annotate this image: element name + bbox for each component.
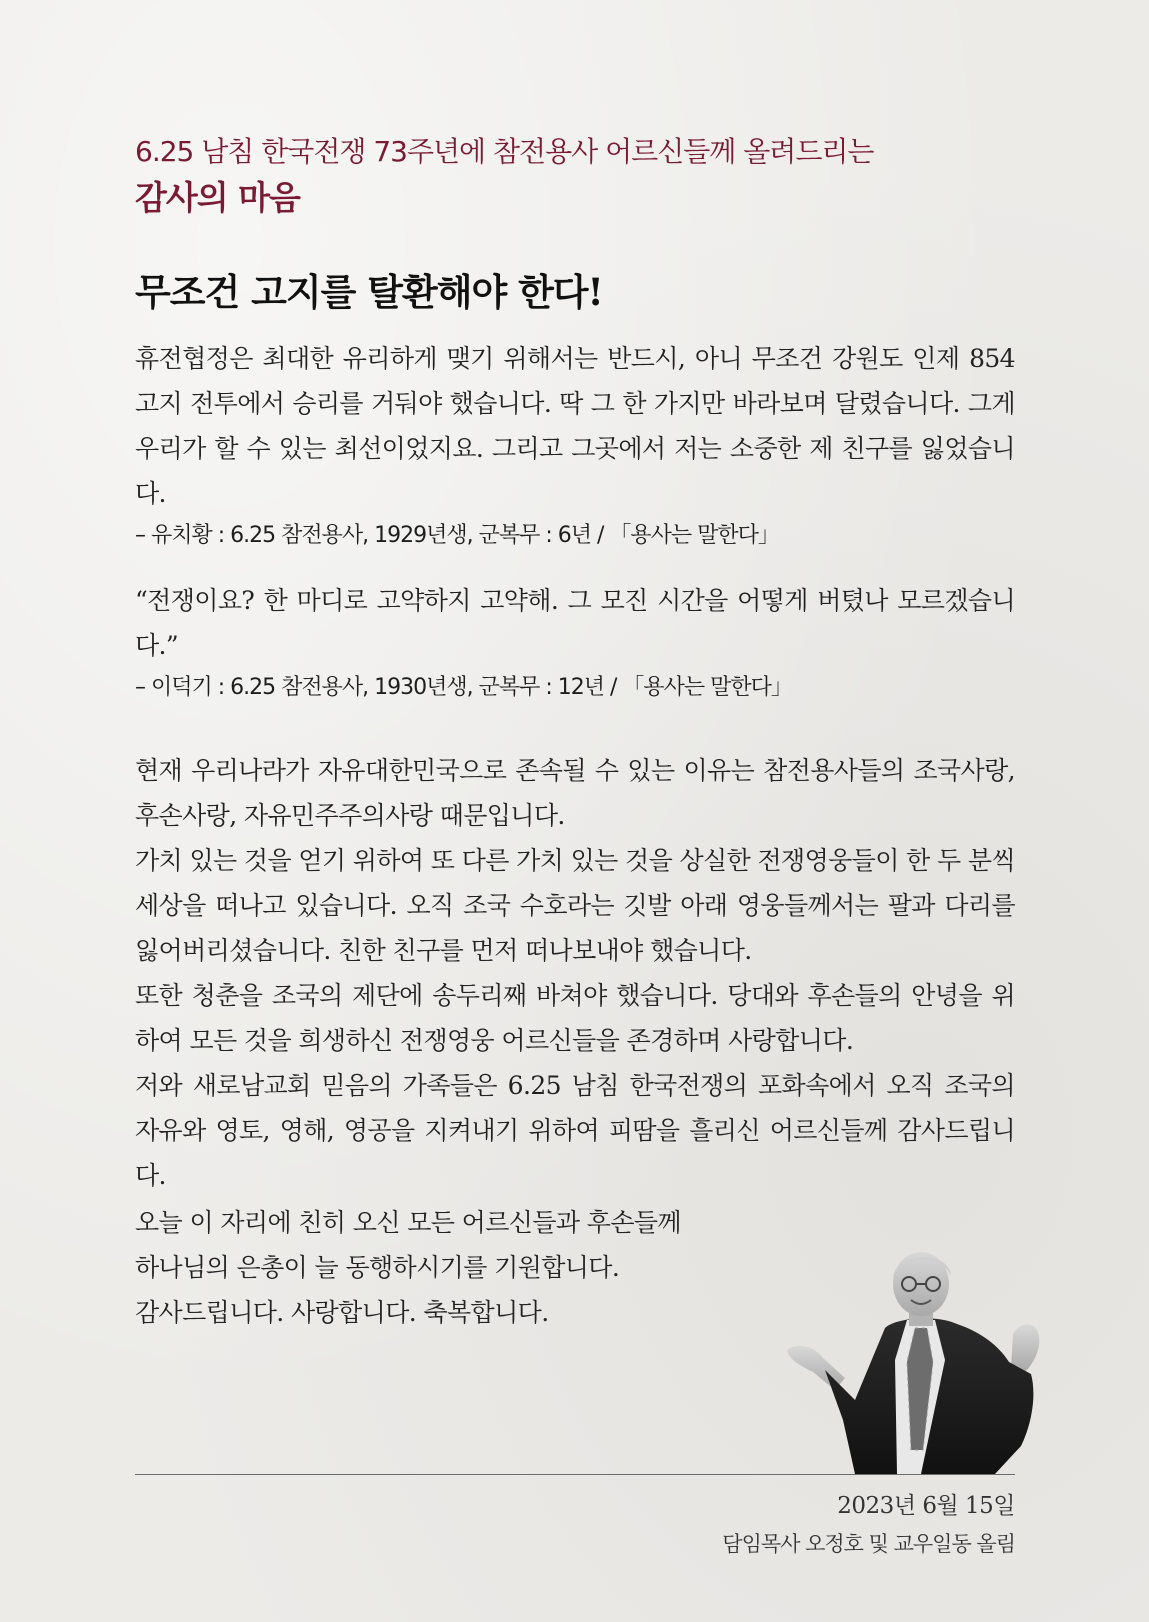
- body-paragraph: 현재 우리나라가 자유대한민국으로 존속될 수 있는 이유는 참전용사들의 조국사랑, 후손사랑, 자유민주주의사랑 때문입니다.: [135, 756, 1015, 830]
- veteran-quote-2: [135, 578, 1015, 708]
- quote-citation: – 유치황 : 6.25 참전용사, 1929년생, 군복무 : 6년 / 「용사는 말한다」: [135, 523, 779, 548]
- letter-subtitle: 6.25 남침 한국전쟁 73주년에 참전용사 어르신들께 올려드리는: [135, 135, 874, 168]
- body-paragraph: 가치 있는 것을 얻기 위하여 또 다른 가치 있는 것을 상실한 전쟁영웅들이 한 두 분씩 세상을 떠나고 있습니다. 오직 조국 수호라는 깃발 아래 영웅들께서는 팔과 다리를 잃어버리셨습니다. 친한 친구를 먼저 떠나보내야 했습니다.: [135, 846, 1016, 965]
- closing-line: 오늘 이 자리에 친히 오신 모든 어르신들과 후손들께: [135, 1208, 681, 1237]
- closing-line: 감사드립니다. 사랑합니다. 축복합니다.: [135, 1298, 549, 1327]
- body-paragraph: 저와 새로남교회 믿음의 가족들은 6.25 남침 한국전쟁의 포화속에서 오직 조국의 자유와 영토, 영해, 영공을 지켜내기 위하여 피땀을 흘리신 어르신들께 감사드립니다.: [135, 1071, 1015, 1190]
- quote-text: “전쟁이요? 한 마디로 고약하지 고약해. 그 모진 시간을 어떻게 버텼나 모르겠습니다.”: [135, 586, 1015, 660]
- quote-text: 휴전협정은 최대한 유리하게 맺기 위해서는 반드시, 아니 무조건 강원도 인제 854고지 전투에서 승리를 거둬야 했습니다. 딱 그 한 가지만 바라보며 달렸습니다. 그게 우리가 할 수 있는 최선이었지요. 그리고 그곳에서 저는 소중한 제 친구를 잃었습니다.: [135, 344, 1015, 508]
- footer-divider: [135, 1474, 1015, 1475]
- closing-text: [135, 1200, 755, 1335]
- letter-date: 2023년 6월 15일: [837, 1493, 1015, 1519]
- closing-line: 하나님의 은총이 늘 동행하시기를 기원합니다.: [135, 1253, 620, 1282]
- body-paragraph: 또한 청춘을 조국의 제단에 송두리째 바쳐야 했습니다. 당대와 후손들의 안녕을 위하여 모든 것을 희생하신 전쟁영웅 어르신들을 존경하며 사랑합니다.: [135, 981, 1015, 1055]
- veteran-quote-1: [135, 336, 1015, 556]
- letter-signature: 담임목사 오정호 및 교우일동 올림: [722, 1532, 1015, 1556]
- article-heading: 무조건 고지를 탈환해야 한다!: [135, 270, 603, 314]
- body-text: [135, 748, 1015, 1198]
- letter-title: 감사의 마음: [135, 178, 300, 217]
- quote-citation: – 이덕기 : 6.25 참전용사, 1930년생, 군복무 : 12년 / 「용사는 말한다」: [135, 675, 792, 700]
- pastor-portrait: [785, 1250, 1055, 1474]
